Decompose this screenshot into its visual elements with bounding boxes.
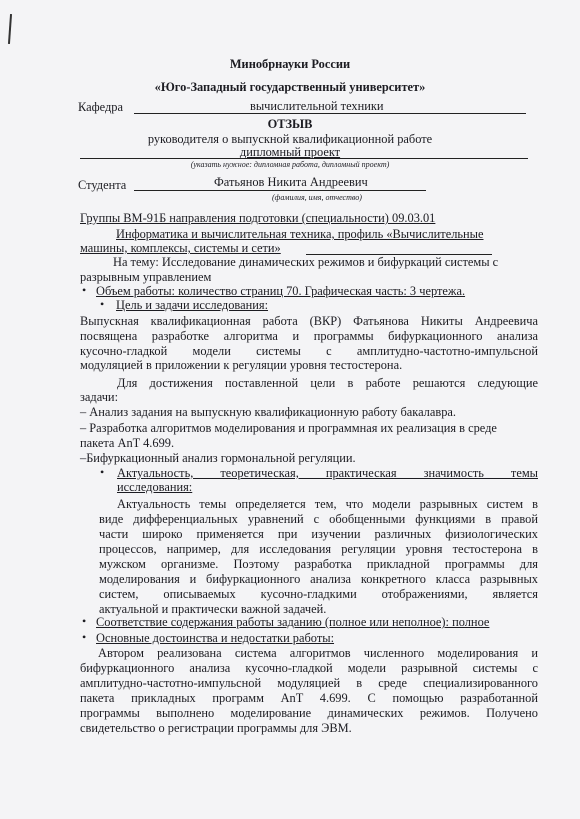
- merits-para-line-4: пакета прикладных программ AnT 4.699. С помощью разработанной: [80, 691, 538, 705]
- bullet-goals: •: [100, 297, 105, 311]
- university-heading: «Юго-Западный государственный университет»: [154, 80, 426, 94]
- goals-para-line-1: Выпускная квалификационная работа (ВКР) Фатьянова Никиты Андреевича: [80, 314, 538, 328]
- student-hint: (фамилия, имя, отчество): [272, 193, 362, 202]
- relevance-para-line-5: мужском организме. Поэтому разработка прикладной программы для: [99, 557, 538, 571]
- task-item-1: – Анализ задания на выпускную квалификационную работу бакалавра.: [80, 405, 457, 419]
- relevance-heading-2: исследования:: [117, 480, 193, 494]
- document-title: ОТЗЫВ: [267, 117, 313, 131]
- relevance-para-line-4: процессов, например, для исследования регуляции уровня тестостерона в: [99, 542, 538, 556]
- department-label: Кафедра: [78, 100, 123, 114]
- task-item-2: – Разработка алгоритмов моделирования и программная их реализация в среде: [80, 421, 497, 435]
- bullet-volume: •: [82, 283, 87, 297]
- task-item-2-cont: пакета AnT 4.699.: [80, 436, 175, 450]
- profile-line-1: Информатика и вычислительная техника, профиль «Вычислительные: [116, 227, 484, 241]
- work-type-value: дипломный проект: [239, 145, 341, 159]
- department-underline: [134, 113, 526, 114]
- relevance-para-line-8: актуальной и практически важной задачей.: [99, 602, 327, 616]
- task-item-3: –Бифуркационный анализ гормональной регуляции.: [80, 451, 356, 465]
- bullet-relevance: •: [100, 465, 105, 479]
- scan-mark: [8, 14, 12, 44]
- merits-para-line-3: амплитудно-частотно-импульсной модуляцией в среде специализированного: [80, 676, 538, 690]
- merits-para-line-2: бифуркационного анализа кусочно-гладкой модели разрывной системы с: [80, 661, 538, 675]
- goals-para-line-3: кусочно-гладкой модели системы с амплитудно-частотно-импульсной: [80, 344, 538, 358]
- merits-para-line-5: программы выполнено моделирование динамических режимов. Получено: [80, 706, 538, 720]
- ministry-heading: Минобрнауки России: [229, 57, 351, 71]
- group-line: Группы ВМ-91Б направления подготовки (специальности) 09.03.01: [80, 211, 436, 225]
- student-name: Фатьянов Никита Андреевич: [214, 175, 368, 189]
- document-subtitle: руководителя о выпускной квалификационной работе: [147, 132, 433, 146]
- bullet-compliance: •: [82, 614, 87, 628]
- compliance-line: Соответствие содержания работы заданию (полное или неполное): полное: [96, 615, 490, 629]
- student-label: Студента: [78, 178, 127, 192]
- relevance-heading-1: Актуальность, теоретическая, практическая значимость темы: [117, 466, 538, 480]
- student-underline: [134, 190, 426, 191]
- bullet-merits: •: [82, 630, 87, 644]
- merits-para-line-1: Автором реализована система алгоритмов численного моделирования и: [98, 646, 538, 660]
- relevance-para-line-3: части широко применяется при изучении различных физиологических: [99, 527, 538, 541]
- relevance-para-line-2: виде дифференциальных уравнений с обобщенными функциями в правой: [99, 512, 538, 526]
- goals-para-line-4: модуляцией в приложении к регуляции уровня тестостерона.: [80, 358, 403, 372]
- tasks-intro-line-1: Для достижения поставленной цели в работе решаются следующие: [117, 376, 538, 390]
- department-value: вычислительной техники: [250, 99, 384, 113]
- work-type-hint: (указать нужное: дипломная работа, дипломный проект): [190, 160, 390, 169]
- relevance-para-line-7: систем, описываемых кусочно-гладкими отображениями, является: [99, 587, 538, 601]
- theme-line-1: На тему: Исследование динамических режимов и бифуркаций системы с: [113, 255, 499, 269]
- tasks-intro-line-2: задачи:: [80, 390, 119, 404]
- goals-heading: Цель и задачи исследования:: [116, 298, 269, 312]
- volume-line: Объем работы: количество страниц 70. Графическая часть: 3 чертежа.: [96, 284, 466, 298]
- merits-heading: Основные достоинства и недостатки работы:: [96, 631, 335, 645]
- relevance-para-line-6: моделирования и бифуркационного анализа конкретного класса разрывных: [99, 572, 538, 586]
- merits-para-line-6: свидетельство о регистрации программы для ЭВМ.: [80, 721, 352, 735]
- profile-line-2: машины, комплексы, системы и сети»: [80, 241, 281, 255]
- theme-line-2: разрывным управлением: [80, 270, 212, 284]
- goals-para-line-2: посвящена разработке алгоритма и программы бифуркационного анализа: [80, 329, 538, 343]
- relevance-para-line-1: Актуальность темы определяется тем, что модели разрывных систем в: [117, 497, 538, 511]
